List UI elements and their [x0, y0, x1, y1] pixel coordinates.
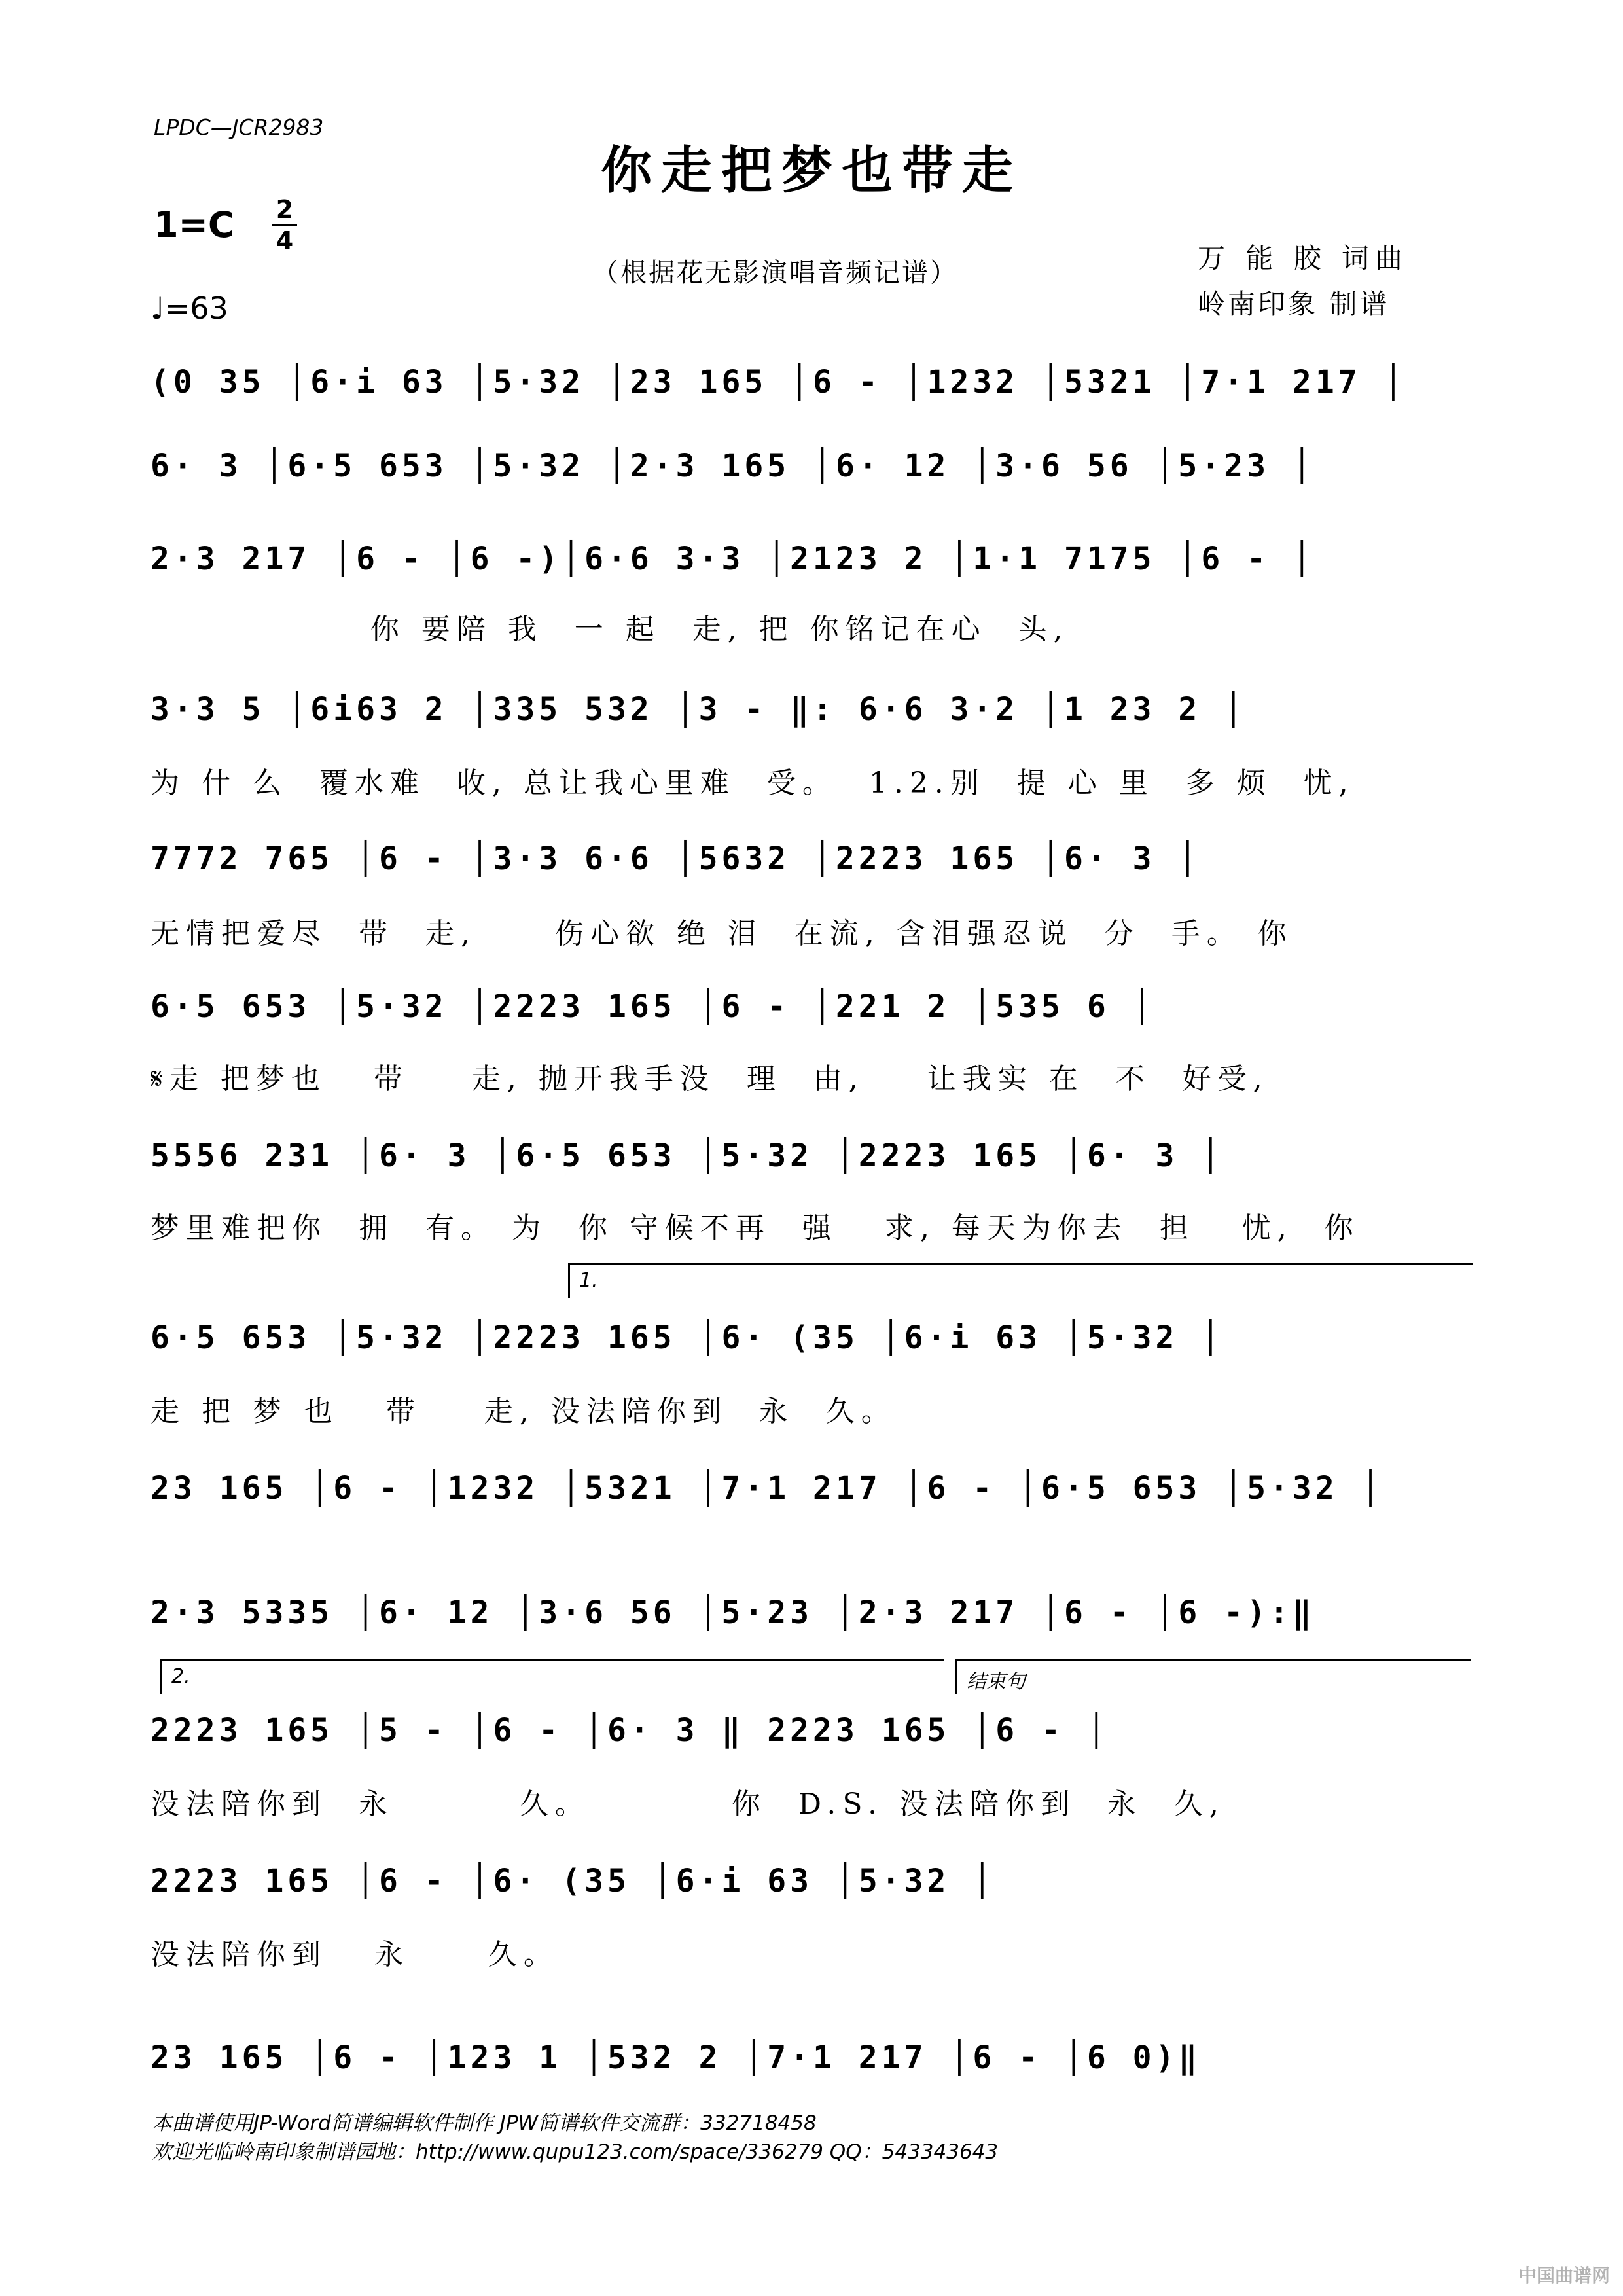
lyrics-line: 你 要陪 我 一 起 走, 把 你铭记在心 头,	[151, 613, 1069, 646]
footer-website-note: 欢迎光临岭南印象制谱园地：http://www.qupu123.com/space/336279 QQ：543343643	[152, 2140, 999, 2164]
notation-line: 6·5 653 │5·32 │2223 165 │6 - │221 2 │535 6 │	[151, 988, 1156, 1025]
lyrics-line: 无情把爱尽 带 走, 伤心欲 绝 泪 在流, 含泪强忍说 分 手。 你	[151, 917, 1293, 950]
volta-label: 1.	[579, 1269, 598, 1292]
notation-line: 23 165 │6 - │123 1 │532 2 │7·1 217 │6 - │6 0)‖	[151, 2039, 1202, 2076]
staff-system-1	[151, 353, 1472, 412]
time-signature-top: 2	[276, 195, 294, 224]
staff-system-3	[151, 530, 1472, 589]
lyrics-line: 𝄋走 把梦也 带 走, 抛开我手没 理 由, 让我实 在 不 好受,	[151, 1062, 1269, 1096]
notation-line: 23 165 │6 - │1232 │5321 │7·1 217 │6 - │6·5 653 │5·32 │	[151, 1470, 1384, 1507]
tempo-marking: ♩=63	[151, 291, 228, 326]
staff-system-8	[151, 1309, 1472, 1368]
credit-lyrics-music: 万 能 胶 词曲	[1198, 242, 1409, 274]
staff-system-2	[151, 437, 1472, 496]
notation-line: (0 35 │6·i 63 │5·32 │23 165 │6 - │1232 │5321 │7·1 217 │	[151, 364, 1407, 401]
staff-system-9	[151, 1460, 1472, 1518]
notation-line: 2223 165 │5 - │6 - │6· 3 ‖ 2223 165 │6 - │	[151, 1712, 1110, 1749]
credit-arranger: 岭南印象 制谱	[1198, 288, 1390, 320]
footer-software-note: 本曲谱使用JP-Word简谱编辑软件制作 JPW简谱软件交流群：332718458	[152, 2111, 817, 2135]
lyrics-line: 没法陪你到 永 久。	[151, 1938, 559, 1971]
staff-system-7	[151, 1127, 1472, 1186]
lyrics-line: 为 什 么 覆水难 收, 总让我心里难 受。 1.2.别 提 心 里 多 烦 忧,	[151, 766, 1355, 800]
song-title: 你走把梦也带走	[600, 141, 1022, 200]
staff-system-12	[151, 1852, 1472, 1911]
volta-bracket-1	[568, 1263, 1473, 1298]
staff-system-13	[151, 2029, 1472, 2088]
notation-line: 2·3 5335 │6· 12 │3·6 56 │5·23 │2·3 217 │6 - │6 -):‖	[151, 1594, 1315, 1631]
lyrics-line: 梦里难把你 拥 有。 为 你 守候不再 强 求, 每天为你去 担 忧, 你	[151, 1211, 1360, 1245]
key-signature: 1=C	[154, 204, 234, 245]
notation-line: 5556 231 │6· 3 │6·5 653 │5·32 │2223 165 │6· 3 │	[151, 1138, 1224, 1174]
notation-line: 2223 165 │6 - │6· (35 │6·i 63 │5·32 │	[151, 1863, 996, 1899]
staff-system-5	[151, 830, 1472, 889]
score-code: LPDC—JCR2983	[154, 115, 324, 140]
time-signature-bottom: 4	[276, 226, 294, 255]
notation-line: 6·5 653 │5·32 │2223 165 │6· (35 │6·i 63 │5·32 │	[151, 1319, 1224, 1356]
site-watermark: 中国曲谱网	[1518, 2265, 1610, 2286]
staff-system-11	[151, 1702, 1472, 1761]
time-signature	[268, 195, 301, 255]
subtitle: （根据花无影演唱音频记谱）	[592, 258, 958, 288]
ending-label: 结束句	[967, 1670, 1026, 1693]
volta-bracket-2	[160, 1659, 944, 1694]
notation-line: 3·3 5 │6i63 2 │335 532 │3 - ‖: 6·6 3·2 │1 23 2 │	[151, 691, 1247, 728]
notation-line: 7772 765 │6 - │3·3 6·6 │5632 │2223 165 │6· 3 │	[151, 840, 1202, 877]
staff-system-4	[151, 681, 1472, 740]
lyrics-line: 没法陪你到 永 久。 你 D.S. 没法陪你到 永 久,	[151, 1787, 1225, 1821]
staff-system-6	[151, 978, 1472, 1037]
volta-label: 2.	[171, 1665, 190, 1688]
staff-system-10	[151, 1584, 1472, 1643]
notation-line: 2·3 217 │6 - │6 -)│6·6 3·3 │2123 2 │1·1 7175 │6 - │	[151, 541, 1315, 577]
ending-bracket	[955, 1659, 1471, 1694]
notation-line: 6· 3 │6·5 653 │5·32 │2·3 165 │6· 12 │3·6 56 │5·23 │	[151, 448, 1315, 484]
lyrics-line: 走 把 梦 也 带 走, 没法陪你到 永 久。	[151, 1395, 897, 1428]
